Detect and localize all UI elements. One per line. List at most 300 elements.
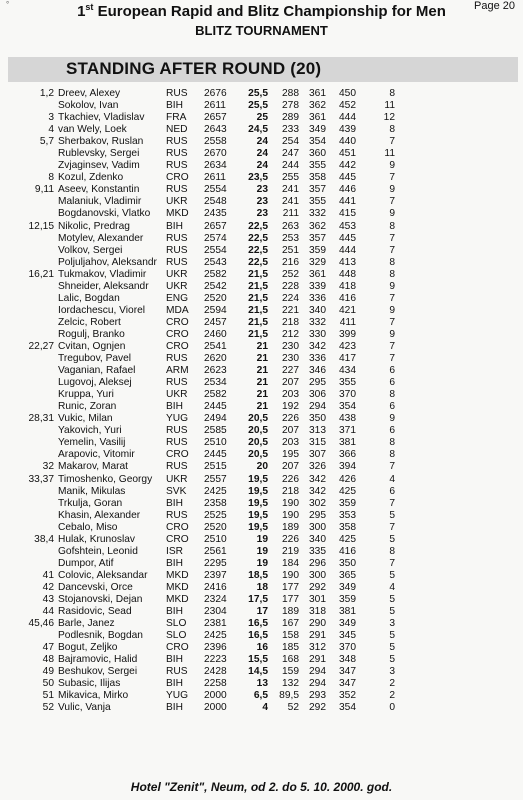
table-row [0,498,523,510]
rating: 2000 [204,702,227,714]
tiebreak-2: 362 [309,220,326,232]
player-name: Podlesnik, Bogdan [58,630,143,642]
points: 20 [256,461,268,473]
points: 25,5 [248,100,268,112]
federation: MKD [166,593,189,605]
tiebreak-3: 347 [339,678,356,690]
table-row [0,172,523,184]
points: 22,5 [248,232,268,244]
tiebreak-2: 361 [309,88,326,99]
table-row [0,510,523,522]
tiebreak-2: 355 [309,160,326,172]
tiebreak-3: 411 [339,316,356,328]
rating: 2623 [204,365,227,377]
tiebreak-4: 9 [389,280,395,292]
player-name: Dumpor, Atif [58,557,114,569]
points: 23 [256,196,268,208]
points: 23 [256,208,268,220]
document-title [0,2,523,20]
player-name: Poljuljahov, Aleksandr [58,256,157,268]
tiebreak-1: 190 [282,509,299,521]
rating: 2295 [204,557,227,569]
table-row [0,365,523,377]
federation: RUS [166,666,188,678]
tiebreak-4: 7 [389,136,395,148]
tiebreak-4: 7 [389,172,395,184]
tiebreak-2: 326 [309,461,326,473]
tiebreak-1: 89,5 [279,690,299,702]
federation: BIH [166,702,183,714]
tiebreak-3: 416 [339,545,356,557]
points: 21,5 [248,268,268,280]
player-name: Lalic, Bogdan [58,292,120,304]
points: 21 [256,353,268,365]
rating: 2542 [204,280,227,292]
tiebreak-4: 7 [389,461,395,473]
table-row [0,88,523,100]
tiebreak-2: 291 [309,630,326,642]
tiebreak-2: 358 [309,172,326,184]
player-name: Beshukov, Sergei [58,666,138,678]
federation: BIH [166,100,183,112]
tiebreak-4: 8 [389,449,395,461]
tiebreak-3: 350 [339,557,356,569]
points: 21,5 [248,316,268,328]
rank-cell: 42 [42,581,54,593]
points: 21,5 [248,328,268,340]
banner-title: STANDING AFTER ROUND (20) [66,59,322,78]
player-name: Cebalo, Miso [58,521,118,533]
player-name: Yakovich, Yuri [58,425,122,437]
player-name: Subasic, Ilijas [58,678,121,690]
player-name: Bajramovic, Halid [58,654,138,666]
tiebreak-1: 252 [282,268,299,280]
rating: 2558 [204,136,227,148]
tiebreak-1: 159 [282,666,299,678]
player-name: Timoshenko, Georgy [58,473,153,485]
rank-cell: 43 [42,593,54,605]
player-name: Runic, Zoran [58,401,117,413]
tiebreak-2: 346 [309,365,326,377]
tiebreak-4: 8 [389,220,395,232]
points: 23,5 [248,172,268,184]
points: 21,5 [248,292,268,304]
table-row [0,269,523,281]
tiebreak-4: 2 [389,678,395,690]
table-row [0,546,523,558]
rating: 2520 [204,292,227,304]
points: 17,5 [248,593,268,605]
tiebreak-1: 278 [282,100,299,112]
tiebreak-1: 185 [282,642,299,654]
federation: ENG [166,292,189,304]
tiebreak-1: 207 [282,377,299,389]
player-name: Zelcic, Robert [58,316,121,328]
tiebreak-3: 365 [339,569,356,581]
tiebreak-2: 342 [309,473,326,485]
player-name: Malaniuk, Vladimir [58,196,142,208]
rating: 2561 [204,545,227,557]
player-name: Kozul, Zdenko [58,172,124,184]
player-name: Bogdanovski, Vlatko [58,208,151,220]
tiebreak-4: 3 [389,666,395,678]
tiebreak-4: 6 [389,485,395,497]
federation: MKD [166,581,189,593]
tiebreak-4: 5 [389,569,395,581]
tiebreak-2: 306 [309,389,326,401]
tiebreak-1: 219 [282,545,299,557]
rating: 2445 [204,449,227,461]
tiebreak-1: 132 [282,678,299,690]
tiebreak-4: 5 [389,630,395,642]
tiebreak-3: 359 [339,497,356,509]
table-row [0,618,523,630]
tiebreak-1: 241 [282,184,299,196]
rank-cell: 45,46 [28,618,54,630]
federation: BIH [166,678,183,690]
player-name: Khasin, Alexander [58,509,141,521]
tiebreak-3: 413 [339,256,356,268]
tiebreak-3: 439 [339,124,356,136]
tiebreak-1: 289 [282,112,299,124]
table-row [0,606,523,618]
tiebreak-4: 9 [389,413,395,425]
table-row [0,449,523,461]
tournament-subtitle: BLITZ TOURNAMENT [195,23,328,38]
tiebreak-3: 421 [339,304,356,316]
tiebreak-1: 254 [282,136,299,148]
table-row [0,100,523,112]
player-name: Vaganian, Rafael [58,365,136,377]
rank-cell: 38,4 [34,533,54,545]
tiebreak-4: 9 [389,208,395,220]
tiebreak-3: 446 [339,184,356,196]
rating: 2620 [204,353,227,365]
table-row [0,196,523,208]
points: 19 [256,545,268,557]
tiebreak-4: 6 [389,401,395,413]
player-name: van Wely, Loek [58,124,127,136]
points: 19,5 [248,473,268,485]
player-name: Arapovic, Vitomir [58,449,135,461]
rank-cell: 49 [42,666,54,678]
tiebreak-3: 425 [339,533,356,545]
table-row [0,558,523,570]
player-name: Lugovoj, Aleksej [58,377,132,389]
rating: 2425 [204,485,227,497]
rating: 2643 [204,124,227,136]
table-row [0,594,523,606]
federation: CRO [166,533,189,545]
tiebreak-1: 247 [282,148,299,160]
player-name: Sherbakov, Ruslan [58,136,144,148]
federation: UKR [166,389,188,401]
rating: 2554 [204,184,227,196]
federation: YUG [166,413,189,425]
rating: 2510 [204,533,227,545]
federation: CRO [166,642,189,654]
points: 21 [256,401,268,413]
points: 16 [256,642,268,654]
tiebreak-1: 288 [282,88,299,99]
rating: 2425 [204,630,227,642]
federation: SVK [166,485,187,497]
page-number: Page 20 [474,0,515,12]
player-name: Rublevsky, Sergei [58,148,140,160]
federation: ARM [166,365,189,377]
tiebreak-2: 357 [309,184,326,196]
tiebreak-3: 354 [339,401,356,413]
rating: 2416 [204,581,227,593]
tiebreak-3: 417 [339,353,356,365]
tiebreak-1: 158 [282,630,299,642]
federation: CRO [166,316,189,328]
federation: RUS [166,353,188,365]
federation: SLO [166,630,187,642]
rating: 2428 [204,666,227,678]
federation: YUG [166,690,189,702]
rank-cell: 1,2 [39,88,54,99]
points: 21 [256,365,268,377]
player-name: Vulic, Vanja [58,702,111,714]
tiebreak-3: 370 [339,389,356,401]
title-ordinal-suffix: st [85,2,94,12]
player-name: Sokolov, Ivan [58,100,119,112]
tiebreak-4: 5 [389,606,395,618]
tiebreak-3: 426 [339,473,356,485]
points: 25 [256,112,268,124]
tiebreak-2: 294 [309,678,326,690]
points: 20,5 [248,437,268,449]
rating: 2397 [204,569,227,581]
tiebreak-1: 212 [282,328,299,340]
rating: 2304 [204,606,227,618]
tiebreak-1: 226 [282,533,299,545]
table-row [0,630,523,642]
tiebreak-3: 352 [339,690,356,702]
rank-cell: 5,7 [39,136,54,148]
rating: 2223 [204,654,227,666]
tiebreak-2: 335 [309,545,326,557]
tiebreak-1: 226 [282,413,299,425]
rank-cell: 3 [48,112,54,124]
federation: MDA [166,304,189,316]
player-name: Tregubov, Pavel [58,353,132,365]
rating: 2676 [204,88,227,99]
federation: RUS [166,256,188,268]
player-name: Tukmakov, Vladimir [58,268,147,280]
table-row [0,221,523,233]
rating: 2543 [204,256,227,268]
tiebreak-3: 399 [339,328,356,340]
rating: 2594 [204,304,227,316]
player-name: Stojanovski, Dejan [58,593,143,605]
rating: 2396 [204,642,227,654]
points: 17 [256,606,268,618]
tiebreak-1: 224 [282,292,299,304]
tiebreak-3: 441 [339,196,356,208]
points: 22,5 [248,256,268,268]
points: 4 [262,702,268,714]
table-row [0,148,523,160]
points: 19,5 [248,521,268,533]
tiebreak-1: 167 [282,618,299,630]
points: 19 [256,557,268,569]
tiebreak-4: 7 [389,340,395,352]
rank-cell: 9,11 [34,184,54,196]
tiebreak-4: 7 [389,497,395,509]
points: 20,5 [248,413,268,425]
table-row [0,690,523,702]
player-name: Rogulj, Branko [58,328,125,340]
table-row [0,522,523,534]
tiebreak-4: 5 [389,654,395,666]
tiebreak-4: 7 [389,232,395,244]
tiebreak-1: 253 [282,232,299,244]
federation: ISR [166,545,183,557]
federation: RUS [166,148,188,160]
table-row [0,582,523,594]
table-row [0,570,523,582]
rank-cell: 44 [42,606,54,618]
tiebreak-4: 8 [389,437,395,449]
tiebreak-4: 9 [389,328,395,340]
tiebreak-4: 7 [389,292,395,304]
tiebreak-2: 355 [309,196,326,208]
rating: 2381 [204,618,227,630]
tiebreak-3: 371 [339,425,356,437]
table-row [0,353,523,365]
player-name: Colovic, Aleksandar [58,569,148,581]
tiebreak-3: 345 [339,630,356,642]
federation: RUS [166,437,188,449]
rank-cell: 12,15 [28,220,54,232]
table-row [0,377,523,389]
tiebreak-2: 315 [309,437,326,449]
rating: 2520 [204,521,227,533]
federation: BIH [166,220,183,232]
tiebreak-4: 5 [389,593,395,605]
tiebreak-3: 425 [339,485,356,497]
federation: RUS [166,509,188,521]
tiebreak-1: 251 [282,244,299,256]
points: 21,5 [248,304,268,316]
tiebreak-4: 9 [389,160,395,172]
points: 21 [256,389,268,401]
tiebreak-2: 292 [309,702,326,714]
tiebreak-3: 381 [339,606,356,618]
player-name: Volkov, Sergei [58,244,123,256]
rank-cell: 48 [42,654,54,666]
tiebreak-2: 313 [309,425,326,437]
tiebreak-1: 52 [287,702,299,714]
tiebreak-2: 307 [309,449,326,461]
rating: 2548 [204,196,227,208]
points: 20,5 [248,449,268,461]
rating: 2634 [204,160,227,172]
tiebreak-3: 359 [339,593,356,605]
player-name: Mikavica, Mirko [58,690,129,702]
rating: 2460 [204,328,227,340]
table-row [0,245,523,257]
tiebreak-1: 177 [282,581,299,593]
federation: CRO [166,521,189,533]
rating: 2582 [204,389,227,401]
player-name: Dreev, Alexey [58,88,121,99]
corner-mark: ° [6,0,10,9]
tiebreak-1: 207 [282,461,299,473]
tiebreak-2: 290 [309,618,326,630]
tiebreak-1: 189 [282,521,299,533]
tiebreak-3: 442 [339,160,356,172]
table-row [0,654,523,666]
table-row [0,281,523,293]
points: 22,5 [248,220,268,232]
tiebreak-3: 354 [339,702,356,714]
table-row [0,401,523,413]
title-text: European Rapid and Blitz Championship for Men [93,3,446,20]
tiebreak-4: 7 [389,557,395,569]
tiebreak-3: 450 [339,88,356,99]
tiebreak-4: 7 [389,244,395,256]
tiebreak-4: 0 [389,702,395,714]
tiebreak-2: 312 [309,642,326,654]
tiebreak-1: 190 [282,497,299,509]
tiebreak-3: 370 [339,642,356,654]
tiebreak-4: 5 [389,533,395,545]
federation: RUS [166,184,188,196]
tiebreak-4: 6 [389,365,395,377]
tiebreak-2: 292 [309,581,326,593]
tiebreak-3: 347 [339,666,356,678]
tiebreak-3: 423 [339,340,356,352]
tiebreak-2: 301 [309,593,326,605]
tiebreak-1: 230 [282,353,299,365]
player-name: Kruppa, Yuri [58,389,114,401]
table-row [0,293,523,305]
player-name: Vukic, Milan [58,413,113,425]
tiebreak-2: 296 [309,557,326,569]
tiebreak-4: 8 [389,256,395,268]
tiebreak-1: 207 [282,425,299,437]
rank-cell: 28,31 [28,413,54,425]
player-name: Makarov, Marat [58,461,129,473]
tiebreak-2: 336 [309,353,326,365]
rating: 2670 [204,148,227,160]
tiebreak-1: 218 [282,316,299,328]
rank-cell: 4 [48,124,54,136]
federation: BIH [166,497,183,509]
tiebreak-2: 330 [309,328,326,340]
tiebreak-3: 434 [339,365,356,377]
rating: 2534 [204,377,227,389]
tiebreak-1: 255 [282,172,299,184]
tiebreak-2: 342 [309,340,326,352]
rating: 2510 [204,437,227,449]
points: 16,5 [248,618,268,630]
tiebreak-3: 358 [339,521,356,533]
table-row [0,389,523,401]
tiebreak-3: 444 [339,244,356,256]
tiebreak-1: 177 [282,593,299,605]
points: 24 [256,148,268,160]
player-name: Nikolic, Predrag [58,220,130,232]
federation: BIH [166,606,183,618]
rating: 2358 [204,497,227,509]
table-row [0,124,523,136]
rating: 2515 [204,461,227,473]
federation: MKD [166,208,189,220]
